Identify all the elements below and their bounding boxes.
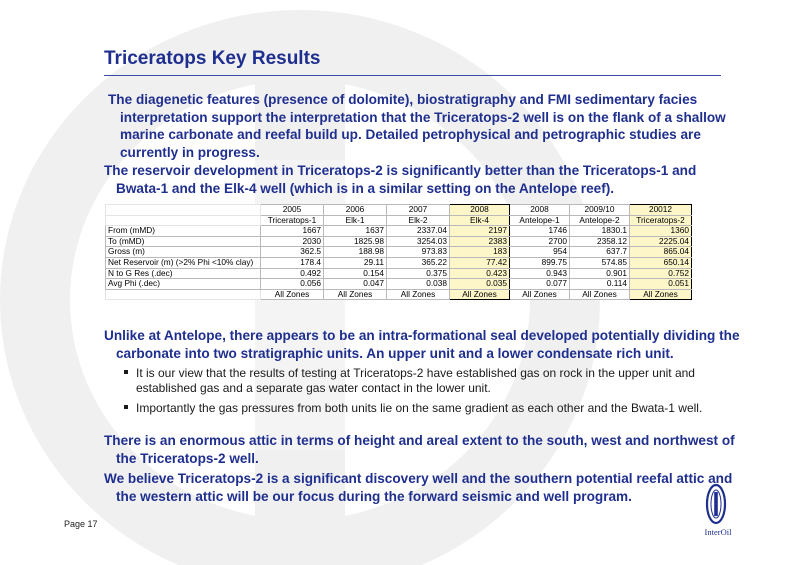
value-cell: 0.423 — [450, 268, 510, 279]
value-cell: 650.14 — [630, 257, 692, 268]
value-cell: 0.114 — [570, 279, 630, 290]
value-cell: 1825.98 — [324, 236, 387, 247]
bullet-list — [120, 366, 730, 422]
year-cell: 20012 — [630, 205, 692, 216]
year-cell: 2007 — [387, 205, 450, 216]
zone-cell: All Zones — [630, 289, 692, 300]
value-cell: 2225.04 — [630, 236, 692, 247]
value-cell: 1637 — [324, 226, 387, 237]
value-cell: 183 — [450, 247, 510, 258]
table-corner — [106, 205, 261, 216]
bullet-square-icon — [124, 370, 128, 374]
value-cell: 0.752 — [630, 268, 692, 279]
well-cell: Antelope-2 — [570, 215, 630, 226]
value-cell: 362.5 — [261, 247, 324, 258]
value-cell: 865.04 — [630, 247, 692, 258]
table-row — [106, 257, 692, 268]
zone-cell: All Zones — [450, 289, 510, 300]
value-cell: 0.047 — [324, 279, 387, 290]
table-row — [106, 247, 692, 258]
list-item — [120, 401, 730, 416]
row-label: N to G Res (.dec) — [106, 268, 261, 279]
year-cell: 2008 — [450, 205, 510, 216]
zone-cell: All Zones — [261, 289, 324, 300]
reservoir-results-table — [105, 204, 692, 300]
value-cell: 0.056 — [261, 279, 324, 290]
table-row-wells — [106, 215, 692, 226]
bullet-text: It is our view that the results of testing at Triceratops-2 have established gas on rock in the upper unit and established gas and a separate gas water contact in the lower unit. — [136, 366, 695, 395]
page-title: Triceratops Key Results — [104, 48, 321, 69]
value-cell: 0.375 — [387, 268, 450, 279]
year-cell: 2009/10 — [570, 205, 630, 216]
value-cell: 2337.04 — [387, 226, 450, 237]
zone-cell: All Zones — [324, 289, 387, 300]
row-label: Net Reservoir (m) (>2% Phi <10% clay) — [106, 257, 261, 268]
value-cell: 0.051 — [630, 279, 692, 290]
well-cell: Antelope-1 — [510, 215, 570, 226]
value-cell: 0.943 — [510, 268, 570, 279]
well-cell: Triceratops-1 — [261, 215, 324, 226]
paragraph-reservoir: The reservoir development in Triceratops-2 is significantly better than the Triceratops-1 and Bwata-1 and the Elk-4 well (which is in a similar setting on the Antelope reef). — [104, 163, 697, 196]
value-cell: 0.901 — [570, 268, 630, 279]
zone-cell: All Zones — [510, 289, 570, 300]
page-number: Page 17 — [64, 519, 98, 529]
well-cell: Triceratops-2 — [630, 215, 692, 226]
table-blank-cell — [106, 215, 261, 226]
bullet-square-icon — [124, 405, 128, 409]
value-cell: 2700 — [510, 236, 570, 247]
bullet-text: Importantly the gas pressures from both units lie on the same gradient as each other and the Bwata-1 well. — [136, 401, 703, 415]
value-cell: 954 — [510, 247, 570, 258]
value-cell: 29.11 — [324, 257, 387, 268]
value-cell: 0.154 — [324, 268, 387, 279]
value-cell: 2358.12 — [570, 236, 630, 247]
value-cell: 899.75 — [510, 257, 570, 268]
row-label: Avg Phi (.dec) — [106, 279, 261, 290]
value-cell: 0.077 — [510, 279, 570, 290]
table-row-years — [106, 205, 692, 216]
table-row — [106, 226, 692, 237]
table-blank-cell — [106, 289, 261, 300]
value-cell: 188.98 — [324, 247, 387, 258]
row-label: From (mMD) — [106, 226, 261, 237]
table-row — [106, 279, 692, 290]
zone-cell: All Zones — [570, 289, 630, 300]
table-row — [106, 268, 692, 279]
value-cell: 1667 — [261, 226, 324, 237]
row-label: To (mMD) — [106, 236, 261, 247]
table-row — [106, 236, 692, 247]
value-cell: 178.4 — [261, 257, 324, 268]
well-cell: Elk-2 — [387, 215, 450, 226]
zone-cell: All Zones — [387, 289, 450, 300]
year-cell: 2005 — [261, 205, 324, 216]
value-cell: 2030 — [261, 236, 324, 247]
well-cell: Elk-4 — [450, 215, 510, 226]
year-cell: 2006 — [324, 205, 387, 216]
value-cell: 0.035 — [450, 279, 510, 290]
table-row-zones — [106, 289, 692, 300]
row-label: Gross (m) — [106, 247, 261, 258]
value-cell: 0.038 — [387, 279, 450, 290]
value-cell: 77.42 — [450, 257, 510, 268]
list-item — [120, 366, 730, 395]
value-cell: 574.85 — [570, 257, 630, 268]
value-cell: 973.83 — [387, 247, 450, 258]
value-cell: 2383 — [450, 236, 510, 247]
value-cell: 637.7 — [570, 247, 630, 258]
title-divider — [104, 75, 721, 76]
paragraph-seal: Unlike at Antelope, there appears to be an intra-formational seal developed potentially dividing the carbonate into two stratigraphic units. An upper unit and a lower condensate rich unit. — [104, 328, 740, 361]
logo-wordmark: InterOil — [704, 527, 732, 537]
value-cell: 365.22 — [387, 257, 450, 268]
year-cell: 2008 — [510, 205, 570, 216]
paragraph-diagenetic: The diagenetic features (presence of dolomite), biostratigraphy and FMI sedimentary facies interpretation support the interpretation that the Triceratops-2 well is on the flank of a shallow marine carbonate and reefal build up. Detailed petrophysical and petrographic studies are currently in progress. — [108, 92, 726, 160]
value-cell: 0.492 — [261, 268, 324, 279]
value-cell: 3254.03 — [387, 236, 450, 247]
value-cell: 1746 — [510, 226, 570, 237]
value-cell: 2197 — [450, 226, 510, 237]
paragraph-discovery: We believe Triceratops-2 is a significant discovery well and the southern potential reefal attic and the western attic will be our focus during the forward seismic and well program. — [104, 471, 733, 504]
paragraph-attic: There is an enormous attic in terms of height and areal extent to the south, west and northwest of the Triceratops-2 well. — [104, 433, 735, 466]
well-cell: Elk-1 — [324, 215, 387, 226]
value-cell: 1360 — [630, 226, 692, 237]
value-cell: 1830.1 — [570, 226, 630, 237]
